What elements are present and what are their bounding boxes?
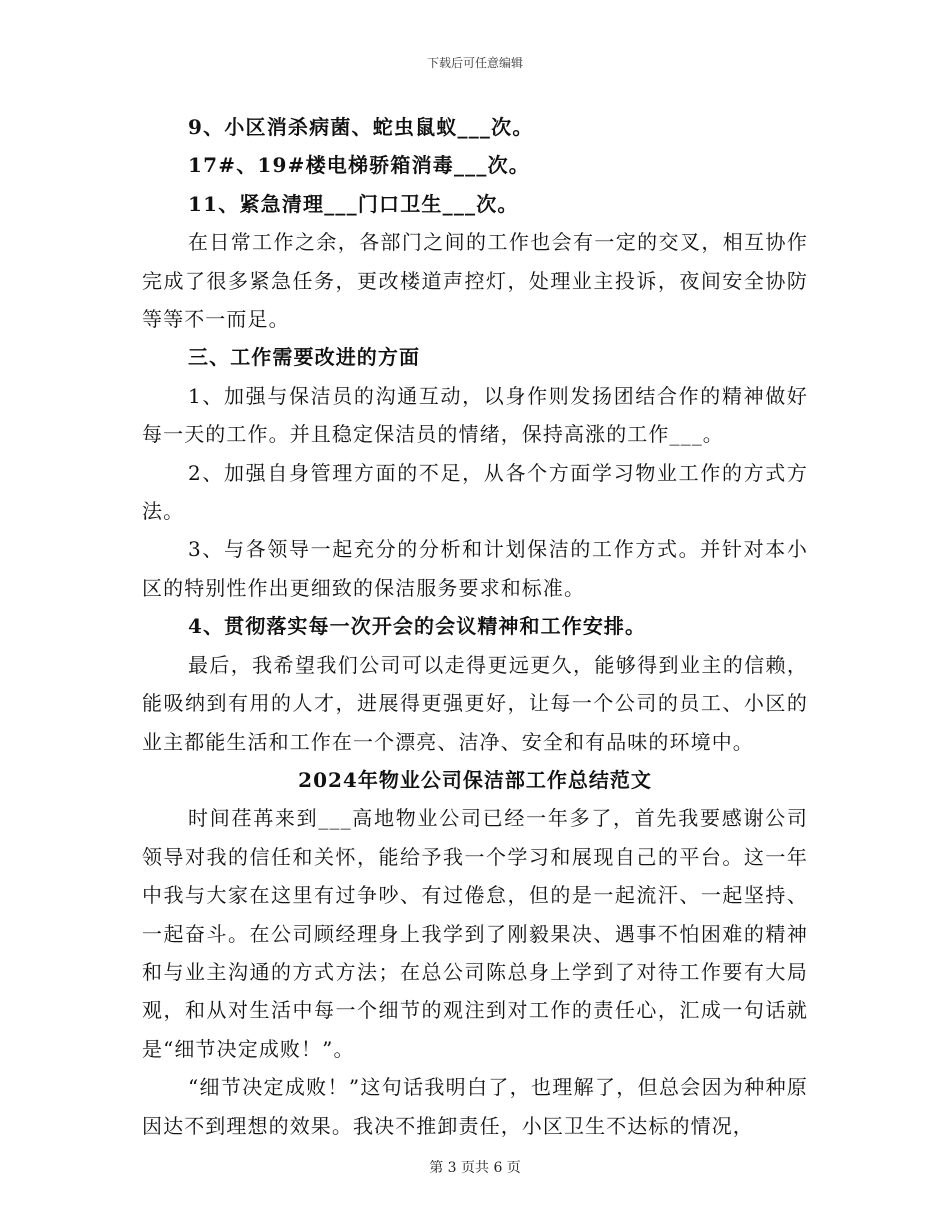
paragraph-improve-1: 1、加强与保洁员的沟通互动，以身作则发扬团结合作的精神做好每一天的工作。并且稳定保洁员的情绪，保持高涨的工作___。 xyxy=(142,383,808,447)
item-11: 11、紧急清理___门口卫生___次。 xyxy=(188,191,519,216)
paragraph-closing: 最后，我希望我们公司可以走得更远更久，能够得到业主的信赖，能吸纳到有用的人才，进展得更强更好，让每一个公司的员工、小区的业主都能生活和工作在一个漂亮、洁净、安全和有品味的环境中。 xyxy=(142,652,808,754)
document-body xyxy=(142,108,808,1145)
page-header: 下载后可任意编辑 xyxy=(426,56,523,70)
paragraph-improve-4: 4、贯彻落实每一次开会的会议精神和工作安排。 xyxy=(188,614,647,639)
section-3-heading: 三、工作需要改进的方面 xyxy=(188,345,421,370)
item-9: 9、小区消杀病菌、蛇虫鼠蚁___次。 xyxy=(188,115,534,139)
paragraph-improve-3: 3、与各领导一起充分的分析和计划保洁的工作方式。并针对本小区的特别性作出更细致的保洁服务要求和标准。 xyxy=(142,537,808,600)
page-footer: 第 3 页共 6 页 xyxy=(429,1160,521,1176)
paragraph-improve-2: 2、加强自身管理方面的不足，从各个方面学习物业工作的方式方法。 xyxy=(142,460,808,524)
paragraph-intro: 时间荏苒来到___高地物业公司已经一年多了，首先我要感谢公司领导对我的信任和关怀，能给予我一个学习和展现自己的平台。这一年中我与大家在这里有过争吵、有过倦怠，但的是一起流汗、一起坚持、一起奋斗。在公司顾经理身上我学到了刚毅果决、遇事不怕困难的精神和与业主沟通的方式方法；在总公司陈总身上学到了对待工作要有大局观，和从对生活中每一个细节的观注到对工作的责任心，汇成一句话就是“细节决定成败！”。 xyxy=(142,806,808,1061)
document-title: 2024年物业公司保洁部工作总结范文 xyxy=(298,767,652,792)
item-17: 17#、19#楼电梯骄箱消毒___次。 xyxy=(188,153,530,178)
paragraph-daily-work: 在日常工作之余，各部门之间的工作也会有一定的交叉，相互协作完成了很多紧急任务，更改楼道声控灯，处理业主投诉，夜间安全协防等等不一而足。 xyxy=(142,230,808,332)
paragraph-detail: “细节决定成败！”这句话我明白了，也理解了，但总会因为种种原因达不到理想的效果。我决不推卸责任，小区卫生不达标的情况， xyxy=(142,1075,808,1138)
